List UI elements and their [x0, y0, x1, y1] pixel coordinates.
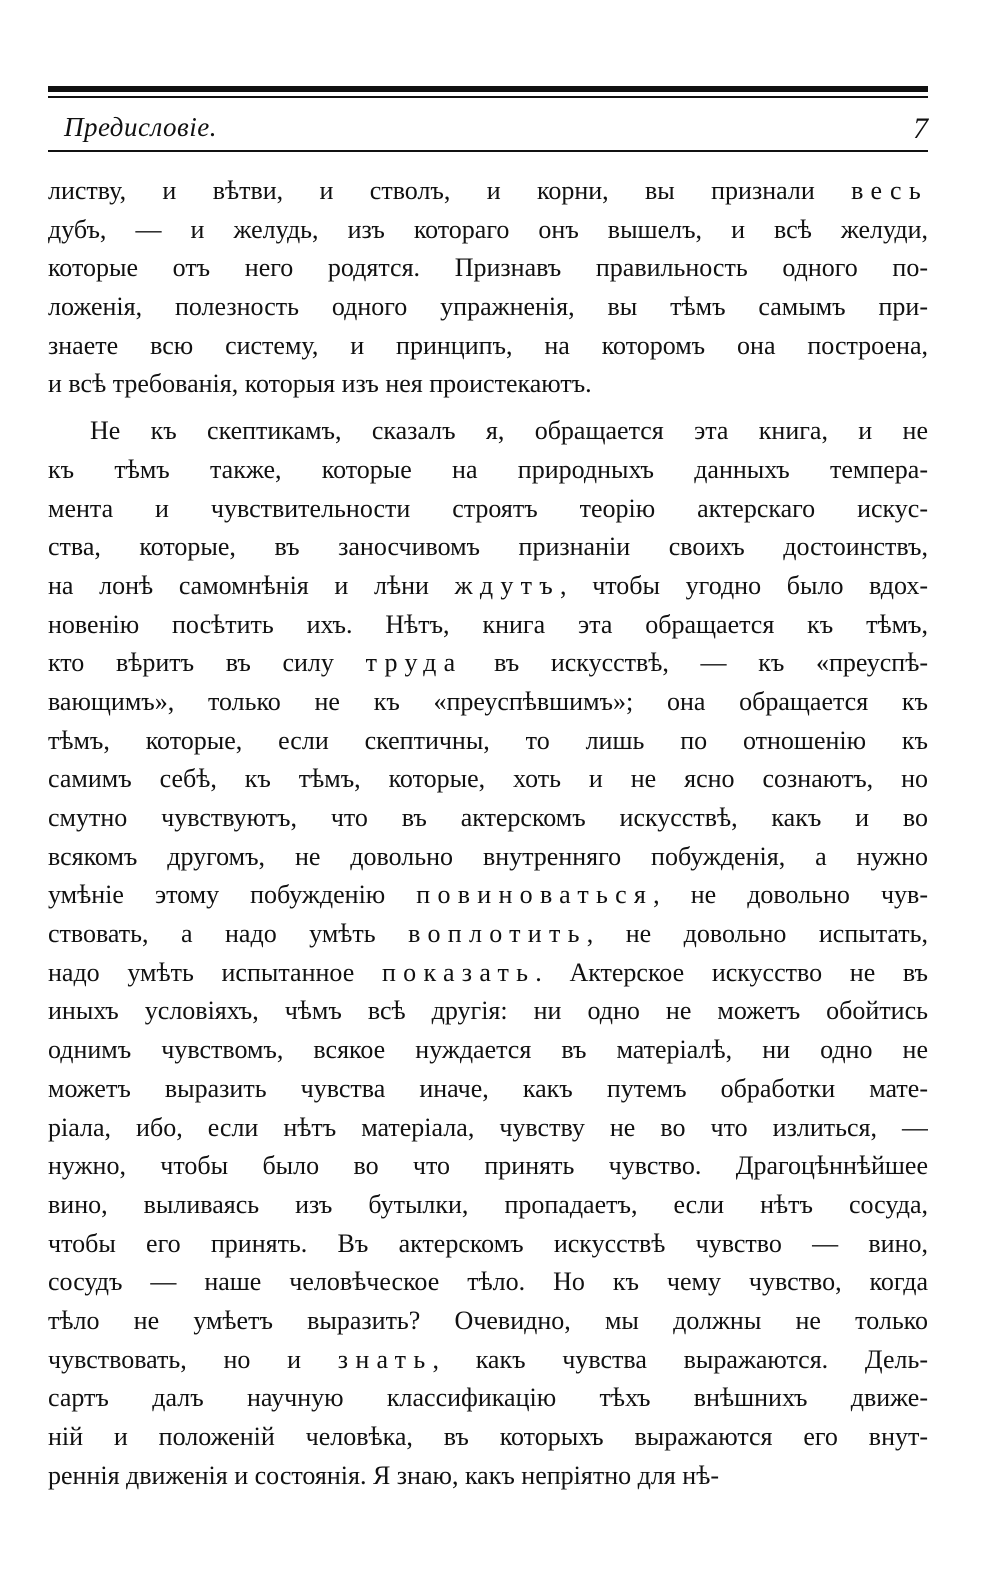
text-segment: нужно, чтобы было во что принять чувство. Драгоцѣннѣйшее — [48, 1151, 928, 1181]
text-segment: ріала, ибо, если нѣтъ матеріала, чувству не во что излиться, — — [48, 1112, 928, 1142]
text-line — [48, 249, 928, 288]
text-line — [48, 567, 928, 606]
spaced-emphasis: ждутъ — [454, 570, 561, 600]
spaced-emphasis: воплотить — [408, 919, 587, 949]
text-segment: тѣло не умѣетъ выразить? Очевидно, мы должны не только — [48, 1305, 928, 1335]
text-segment: тѣмъ, которые, если скептичны, то лишь по отношенію къ — [48, 725, 928, 755]
paragraph — [48, 172, 928, 404]
text-line — [48, 451, 928, 490]
text-line — [48, 1341, 928, 1380]
text-segment: вающимъ», только не къ «преуспѣвшимъ»; она обращается къ — [48, 686, 928, 716]
text-segment: вино, выливаясь изъ бутылки, пропадаетъ, если нѣтъ сосуда, — [48, 1189, 928, 1219]
text-segment: смутно чувствуютъ, что въ актерскомъ искусствѣ, какъ и во — [48, 803, 928, 832]
text-line — [48, 992, 928, 1031]
text-segment: умѣніе этому побужденію — [48, 880, 417, 910]
text-line — [48, 876, 928, 915]
text-segment: , не довольно чув- — [653, 880, 928, 910]
text-segment: ствовать, а надо умѣть — [48, 919, 409, 949]
text-line — [48, 954, 928, 993]
text-line — [48, 327, 928, 366]
text-segment: листву, и вѣтви, и стволъ, и корни, вы признали — [48, 176, 852, 205]
text-line — [48, 1070, 928, 1109]
page-number: 7 — [913, 112, 928, 145]
text-segment: новенію посѣтить ихъ. Нѣтъ, книга эта обращается къ тѣмъ, — [48, 609, 928, 639]
spaced-emphasis: знать — [337, 1344, 433, 1374]
text-segment: надо умѣть испытанное — [48, 957, 382, 987]
text-line — [48, 606, 928, 645]
text-segment: иныхъ условіяхъ, чѣмъ всѣ другія: ни одно не можетъ обойтись — [48, 996, 928, 1026]
text-line — [48, 412, 928, 451]
text-segment: и всѣ требованія, которыя изъ нея проистекаютъ. — [48, 369, 592, 399]
text-line — [48, 1109, 928, 1148]
text-line — [48, 365, 928, 404]
header-rule-thick — [48, 86, 928, 92]
text-line — [48, 915, 928, 954]
text-line — [48, 760, 928, 799]
spaced-emphasis: труда — [365, 648, 463, 678]
text-segment: , не довольно испытать, — [586, 919, 928, 949]
text-segment: реннія движенія и состоянія. Я знаю, какъ непріятно для нѣ- — [48, 1460, 719, 1490]
text-segment: ства, которые, въ заносчивомъ признаніи своихъ достоинствъ, — [48, 532, 928, 562]
text-line — [48, 490, 928, 529]
text-line — [48, 799, 928, 838]
text-segment: въ искусствѣ, — къ «преуспѣ- — [462, 648, 928, 678]
body-text — [48, 172, 928, 1495]
text-segment: знаете всю систему, и принципъ, на которомъ она построена, — [48, 330, 928, 360]
text-segment: которые отъ него родятся. Признавъ правильность одного по- — [48, 253, 928, 283]
text-line — [48, 1379, 928, 1418]
text-line — [48, 288, 928, 327]
text-segment: кто вѣритъ въ силу — [48, 648, 366, 678]
book-page — [48, 0, 928, 1573]
text-line — [48, 1031, 928, 1070]
text-segment: ній и положеній человѣка, въ которыхъ выражаются его внут- — [48, 1422, 928, 1451]
text-line — [48, 1263, 928, 1302]
text-line — [48, 722, 928, 761]
running-head-rule — [48, 150, 928, 152]
text-segment: дубъ, — и желудь, изъ котораго онъ вышелъ, и всѣ желуди, — [48, 214, 928, 244]
text-segment: всякомъ другомъ, не довольно внутренняго побужденія, а нужно — [48, 841, 928, 871]
text-segment: сосудъ — наше человѣческое тѣло. Но къ чему чувство, когда — [48, 1267, 928, 1297]
spaced-emphasis: повиноваться — [416, 880, 654, 910]
text-segment: сартъ далъ научную классификацію тѣхъ внѣшнихъ движе- — [48, 1383, 928, 1413]
text-line — [48, 528, 928, 567]
text-line — [48, 683, 928, 722]
running-head — [48, 108, 928, 148]
text-line — [48, 1147, 928, 1186]
text-segment: , какъ чувства выражаются. Дель- — [432, 1344, 928, 1374]
paragraph-gap — [48, 404, 928, 412]
text-line — [48, 838, 928, 877]
text-line — [48, 1186, 928, 1225]
text-line — [48, 644, 928, 683]
text-line — [48, 172, 928, 211]
text-line — [48, 1225, 928, 1264]
text-segment: Не къ скептикамъ, сказалъ я, обращается эта книга, и не — [90, 416, 928, 446]
text-segment: можетъ выразить чувства иначе, какъ путемъ обработки мате- — [48, 1073, 928, 1103]
text-line — [48, 1457, 928, 1496]
header-rule-thin — [48, 96, 928, 98]
text-line — [48, 1302, 928, 1341]
text-segment: ложенія, полезность одного упражненія, вы тѣмъ самымъ при- — [48, 292, 928, 322]
text-segment: къ тѣмъ также, которые на природныхъ данныхъ темпера- — [48, 454, 928, 484]
text-segment: чувствовать, но и — [48, 1344, 338, 1374]
text-line — [48, 211, 928, 250]
text-segment: самимъ себѣ, къ тѣмъ, которые, хоть и не ясно сознаютъ, но — [48, 764, 928, 794]
text-line — [48, 1418, 928, 1457]
text-segment: на лонѣ самомнѣнія и лѣни — [48, 570, 455, 600]
running-title: Предисловіе. — [64, 112, 218, 142]
paragraph — [48, 412, 928, 1495]
text-segment: чтобы его принять. Въ актерскомъ искусствѣ чувство — вино, — [48, 1228, 928, 1258]
spaced-emphasis: показать — [381, 957, 536, 987]
text-segment: мента и чувствительности строятъ теорію актерскаго искус- — [48, 493, 928, 523]
spaced-emphasis: весь — [851, 176, 928, 205]
text-segment: , чтобы угодно было вдох- — [560, 570, 928, 600]
text-segment: . Актерское искусство не въ — [535, 957, 928, 987]
text-segment: однимъ чувствомъ, всякое нуждается въ матеріалѣ, ни одно не — [48, 1035, 928, 1065]
